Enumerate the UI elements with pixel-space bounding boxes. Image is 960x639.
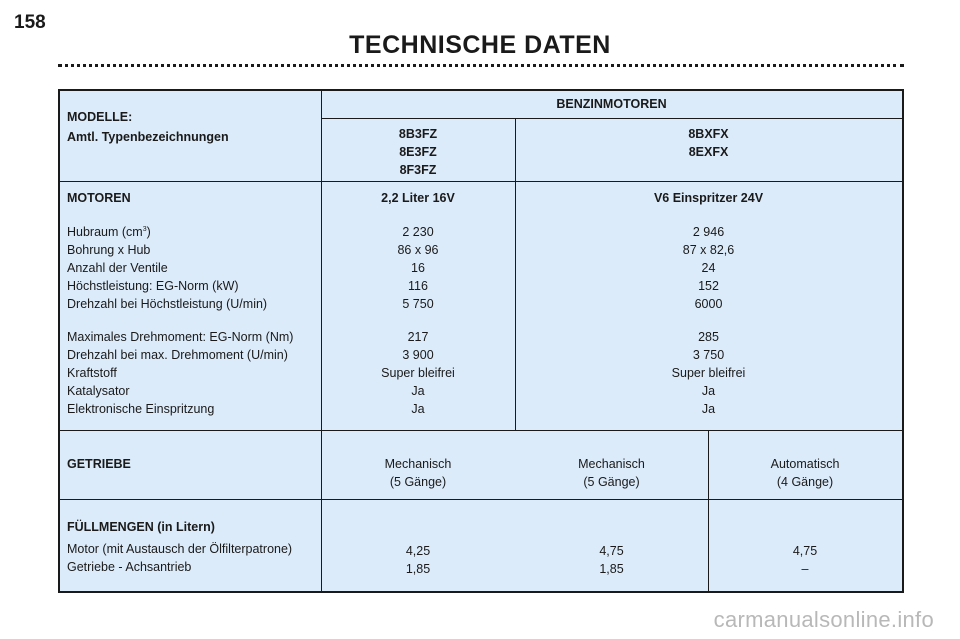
col2-type-codes — [515, 125, 902, 161]
capacities-col2 — [515, 542, 708, 578]
gearbox-type: Automatisch — [770, 457, 840, 471]
engine-value: 2 230 — [402, 225, 434, 239]
gearbox-gears: (5 Gänge) — [389, 475, 447, 489]
page-number: 158 — [14, 12, 46, 33]
divider-under-engines — [60, 430, 902, 431]
engine-labels-group-2 — [67, 328, 322, 418]
gearbox-type: Mechanisch — [578, 457, 645, 471]
engine-col2-name: V6 Einspritzer 24V — [653, 191, 764, 205]
gearbox-type: Mechanisch — [384, 457, 452, 471]
title-dotted-rule — [58, 64, 904, 67]
col1-type-codes — [321, 125, 515, 179]
capacity-row-label: Getriebe - Achsantrieb — [67, 560, 192, 574]
engine-row-label: Kraftstoff — [67, 366, 117, 380]
engine-row-label: Elektronische Einspritzung — [67, 402, 215, 416]
engine-row-label: Drehzahl bei max. Drehmoment (U/min) — [67, 348, 288, 362]
type-code: 8BXFX — [688, 127, 729, 141]
engine-value: Ja — [701, 384, 716, 398]
engine-col2-values-group-1 — [515, 223, 902, 313]
engine-group-header: BENZINMOTOREN — [556, 97, 667, 111]
capacities-heading: FÜLLMENGEN (in Litern) — [67, 520, 215, 534]
capacity-value: 1,85 — [405, 562, 431, 576]
engine-value: Ja — [411, 384, 425, 398]
engine-value: 16 — [411, 261, 425, 275]
engine-row-label: Drehzahl bei Höchstleistung (U/min) — [67, 297, 268, 311]
engine-value: Ja — [701, 402, 716, 416]
engine-row-label: Bohrung x Hub — [67, 243, 151, 257]
engine-col2-values-group-2 — [515, 328, 902, 418]
capacity-value: 4,75 — [599, 544, 624, 558]
divider-under-models — [60, 181, 902, 182]
engine-value: 3 900 — [402, 348, 434, 362]
engine-value: Super bleifrei — [671, 366, 746, 380]
engine-col1-values-group-1 — [321, 223, 515, 313]
engine-row-label: Katalysator — [67, 384, 130, 398]
divider-under-gearbox — [60, 499, 902, 500]
engine-col1-name: 2,2 Liter 16V — [381, 191, 455, 205]
engine-value: 217 — [407, 330, 429, 344]
engine-row-label: Maximales Drehmoment: EG-Norm (Nm) — [67, 330, 294, 344]
page-title: TECHNISCHE DATEN — [349, 31, 611, 59]
technical-data-table — [58, 89, 904, 593]
models-label-cell — [67, 108, 322, 146]
gearbox-col3 — [708, 455, 902, 491]
watermark: carmanualsonline.info — [713, 607, 934, 632]
capacity-row-label: Motor (mit Austausch der Ölfilterpatrone) — [67, 542, 293, 556]
engine-value: 116 — [408, 279, 428, 293]
gearbox-gears: (5 Gänge) — [583, 475, 640, 489]
gearbox-col1 — [321, 455, 515, 491]
engine-value: 24 — [701, 261, 716, 275]
capacity-value: – — [801, 562, 809, 576]
engine-value: 3 750 — [692, 348, 725, 362]
type-code: 8F3FZ — [399, 163, 437, 177]
engine-row-label: Höchstleistung: EG-Norm (kW) — [67, 279, 239, 293]
capacities-col1 — [321, 542, 515, 578]
capacities-col3 — [708, 542, 902, 578]
engine-value: 6000 — [694, 297, 723, 311]
type-code: 8EXFX — [688, 145, 729, 159]
types-label: Amtl. Typenbezeichnungen — [67, 130, 229, 144]
engine-col1-values-group-2 — [321, 328, 515, 418]
engine-value: Ja — [411, 402, 425, 416]
engine-value: 5 750 — [402, 297, 434, 311]
divider-under-group-header — [321, 118, 902, 119]
gearbox-gears: (4 Gänge) — [776, 475, 834, 489]
engine-value: 285 — [698, 330, 719, 344]
type-code: 8B3FZ — [398, 127, 438, 141]
engine-value: 87 x 82,6 — [682, 243, 735, 257]
engine-labels-group-1 — [67, 223, 322, 313]
type-code: 8E3FZ — [399, 145, 437, 159]
engine-value: 86 x 96 — [397, 243, 439, 257]
engine-value: Super bleifrei — [381, 366, 455, 380]
capacity-value: 4,25 — [405, 544, 431, 558]
capacity-value: 4,75 — [792, 544, 818, 558]
engine-row-label: Anzahl der Ventile — [67, 261, 168, 275]
models-label: MODELLE: — [67, 110, 133, 124]
engines-heading: MOTOREN — [67, 191, 131, 205]
engine-value: 152 — [698, 279, 719, 293]
gearbox-heading: GETRIEBE — [67, 457, 131, 471]
engine-value: 2 946 — [692, 225, 725, 239]
engine-row-label: Hubraum $(cm^3)$ — [67, 225, 151, 239]
capacity-value: 1,85 — [599, 562, 624, 576]
gearbox-col2 — [515, 455, 708, 491]
capacities-labels — [67, 540, 322, 576]
